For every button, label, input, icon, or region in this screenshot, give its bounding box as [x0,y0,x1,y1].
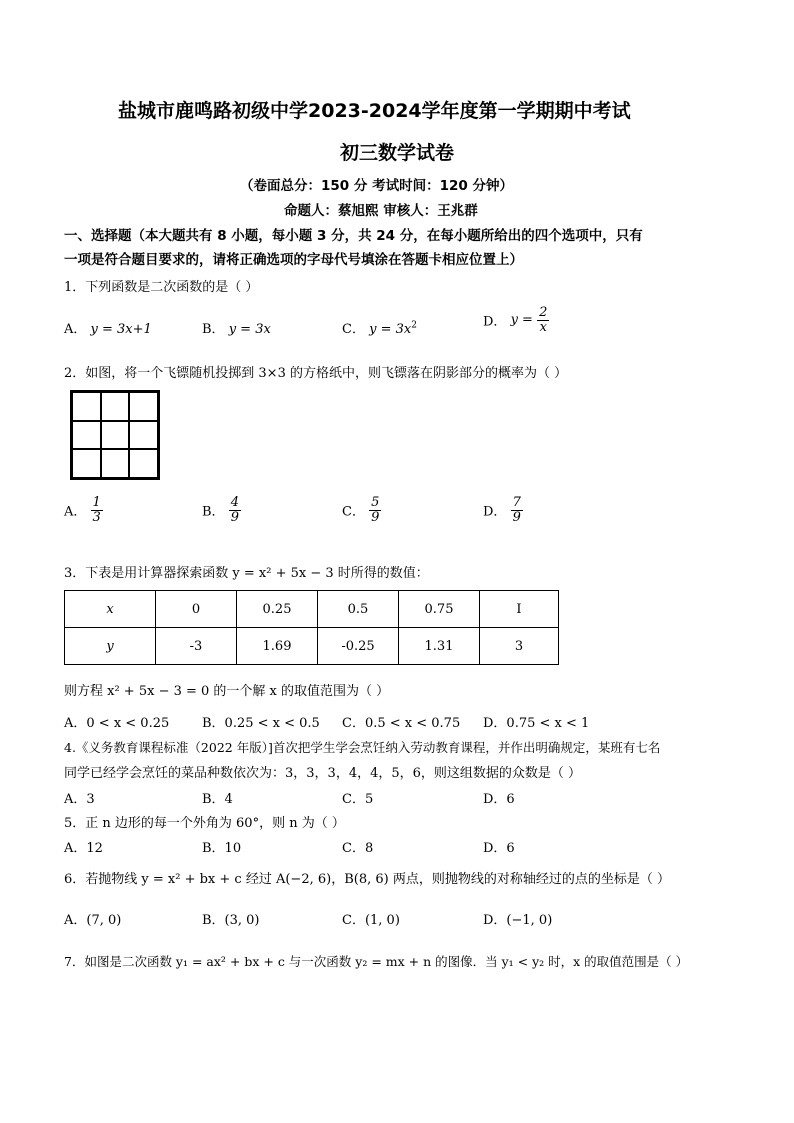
question-2-option-c: C． $\frac{5}{9}$ [342,495,380,525]
question-3-option-c: C．0.5 < x < 0.75 [342,716,461,731]
question-5-option-a: A．12 [64,841,103,856]
question-6-option-d: D．(−1, 0) [483,913,553,928]
question-2-option-d: D． $\frac{7}{9}$ [483,495,521,525]
question-4-stem-line1: 4.《义务教育课程标准（2022 年版）]首次把学生学会烹饪纳入劳动教育课程，并作出明确规定，某班有七名 [64,740,661,755]
question-6-stem: 6．若抛物线 y = x² + bx + c 经过 A(−2, 6)，B(8, 6) 两点，则抛物线的对称轴经过的点的坐标是（ ） [64,872,670,887]
question-5-option-c: C．8 [342,841,374,856]
question-5-stem: 5．正 n 边形的每一个外角为 60°，则 n 为（ ） [64,816,345,831]
table-cell: 3 [480,628,559,665]
question-1-option-c: C． $y = 3x^2$ [342,320,417,337]
question-6-option-a: A．(7, 0) [64,913,122,928]
table-cell: 1.31 [399,628,480,665]
question-5-option-b: B．10 [202,841,242,856]
question-7-stem: 7．如图是二次函数 y₁ = ax² + bx + c 与一次函数 y₂ = mx + n 的图像．当 y₁ < y₂ 时，x 的取值范围是（ ） [64,954,689,969]
question-2-stem: 2．如图，将一个飞镖随机投掷到 3×3 的方格纸中，则飞镖落在阴影部分的概率为（ ） [64,366,568,381]
question-4-option-d: D．6 [483,792,515,807]
exam-authors: 命题人：蔡旭熙 审核人：王兆群 [284,203,478,219]
question-1-option-b: B． y = 3x [202,322,271,337]
question-2-option-a: A． $\frac{1}{3}$ [64,495,101,525]
question-3-option-d: D．0.75 < x < 1 [483,716,590,731]
question-2-option-b: B． $\frac{4}{9}$ [202,495,239,525]
question-3-option-b: B．0.25 < x < 0.5 [202,716,320,731]
question-4-stem-line2: 同学已经学会烹饪的菜品种数依次为：3，3，3，4，4，5，6，则这组数据的众数是（ ） [64,766,582,781]
question-3-stem: 3．下表是用计算器探索函数 y = x² + 5x − 3 时所得的数值： [64,566,429,581]
table-cell: 0 [156,591,237,628]
question-2-grid-figure [70,390,160,480]
question-1-option-a: A． y = 3x+1 [64,322,152,337]
question-1-option-d: D． y = $\frac{2}{x}$ [483,305,548,335]
table-row-x [65,591,559,628]
table-cell: -0.25 [318,628,399,665]
section-heading-line1: 一、选择题（本大题共有 8 小题，每小题 3 分，共 24 分，在每小题所给出的四个选项中，只有 [64,228,643,244]
table-cell: 0.5 [318,591,399,628]
table-cell: 0.75 [399,591,480,628]
page-title: 盐城市鹿鸣路初级中学2023-2024学年度第一学期期中考试 [118,100,631,122]
question-5-option-d: D．6 [483,841,515,856]
question-1-stem: 1．下列函数是二次函数的是（ ） [64,280,259,295]
question-4-option-c: C．5 [342,792,374,807]
question-6-option-b: B．(3, 0) [202,913,260,928]
table-cell: x [65,591,156,628]
table-cell: -3 [156,628,237,665]
section-heading-line2: 一项是符合题目要求的，请将正确选项的字母代号填涂在答题卡相应位置上） [64,252,523,268]
question-4-option-b: B．4 [202,792,233,807]
table-cell: y [65,628,156,665]
table-cell: I [480,591,559,628]
question-3-follow: 则方程 x² + 5x − 3 = 0 的一个解 x 的取值范围为（ ） [64,684,390,699]
table-cell: 0.25 [237,591,318,628]
question-3-value-table [64,590,559,665]
question-3-option-a: A．0 < x < 0.25 [64,716,170,731]
table-row-y [65,628,559,665]
exam-info: （卷面总分：150 分 考试时间：120 分钟） [240,178,513,194]
table-cell: 1.69 [237,628,318,665]
question-4-option-a: A．3 [64,792,95,807]
page-subtitle: 初三数学试卷 [340,142,455,164]
question-6-option-c: C．(1, 0) [342,913,400,928]
